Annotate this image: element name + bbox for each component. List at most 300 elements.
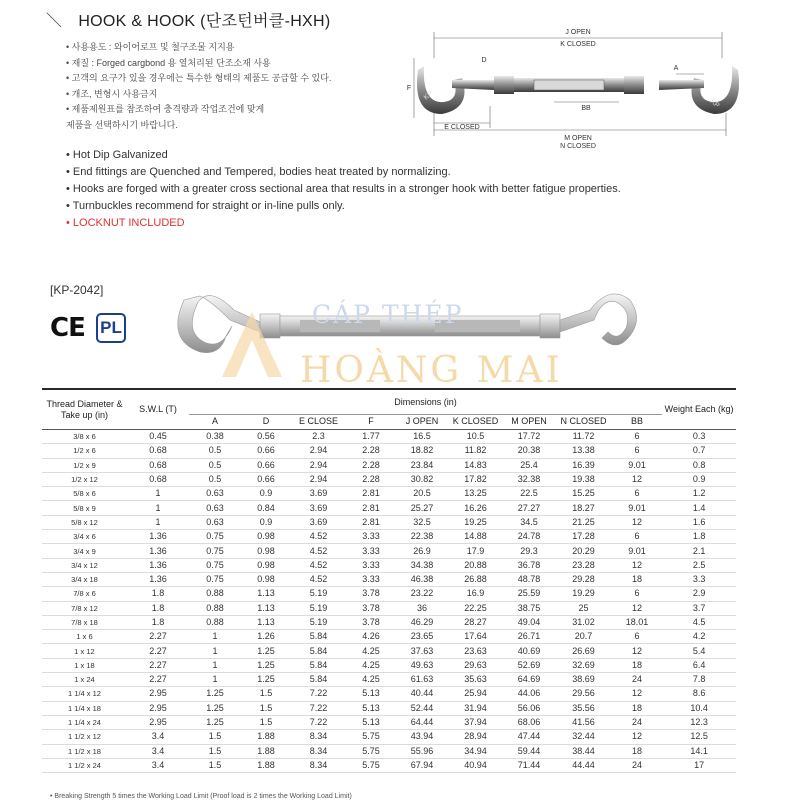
korean-note-item: • 고객의 요구가 있을 경우에는 특수한 형태의 제품도 공급할 수 있다. (66, 71, 331, 87)
cell-d: 0.98 (241, 558, 291, 572)
cell-j-open: 64.44 (396, 715, 448, 729)
cell-j-open: 23.65 (396, 630, 448, 644)
cell-weight: 10.4 (662, 701, 736, 715)
table-row (42, 701, 736, 715)
cell-bb: 6 (612, 530, 662, 544)
pl-mark: PL (96, 313, 126, 343)
cell-f: 5.75 (346, 730, 396, 744)
korean-note-item: • 사용용도 : 와이어로프 및 철구조물 지지용 (66, 40, 331, 56)
cell-e-close: 7.22 (291, 687, 346, 701)
cell-j-open: 16.5 (396, 430, 448, 444)
cell-m-open: 44.06 (503, 687, 555, 701)
cell-swl: 1.8 (127, 587, 189, 601)
cell-bb: 12 (612, 687, 662, 701)
cell-a: 0.5 (189, 444, 241, 458)
watermark-line2: HOÀNG MAI (300, 350, 563, 391)
page-title (46, 8, 331, 31)
cell-swl: 2.95 (127, 715, 189, 729)
header-f: F (346, 415, 396, 430)
cell-swl: 2.27 (127, 644, 189, 658)
cell-f: 3.33 (346, 572, 396, 586)
cell-n-closed: 20.7 (555, 630, 612, 644)
cell-j-open: 61.63 (396, 673, 448, 687)
cell-m-open: 59.44 (503, 744, 555, 758)
korean-note-item: • 재질 : Forged cargbond 용 열처리된 단조소재 사용 (66, 56, 331, 72)
cell-d: 1.26 (241, 630, 291, 644)
cell-k-closed: 17.64 (448, 630, 503, 644)
cell-a: 1.25 (189, 687, 241, 701)
cell-size: 1 1/2 x 12 (42, 730, 127, 744)
cell-a: 0.5 (189, 472, 241, 486)
english-note-item: • Hot Dip Galvanized (66, 147, 621, 164)
cell-bb: 9.01 (612, 458, 662, 472)
cell-weight: 5.4 (662, 644, 736, 658)
cell-swl: 0.68 (127, 472, 189, 486)
header-m-open: M OPEN (503, 415, 555, 430)
cell-k-closed: 13.25 (448, 487, 503, 501)
spec-table (42, 388, 736, 773)
cell-weight: 0.9 (662, 472, 736, 486)
korean-note-item: • 개조, 변형시 사용금지 (66, 87, 331, 103)
cell-n-closed: 29.28 (555, 572, 612, 586)
cell-swl: 0.45 (127, 430, 189, 444)
cell-swl: 2.27 (127, 630, 189, 644)
cell-m-open: 22.5 (503, 487, 555, 501)
cell-a: 0.75 (189, 572, 241, 586)
table-row (42, 758, 736, 772)
cell-n-closed: 26.69 (555, 644, 612, 658)
cell-m-open: 25.4 (503, 458, 555, 472)
cell-j-open: 26.9 (396, 544, 448, 558)
cell-a: 0.75 (189, 558, 241, 572)
cell-size: 1/2 x 9 (42, 458, 127, 472)
cell-bb: 18.01 (612, 615, 662, 629)
cell-m-open: 24.78 (503, 530, 555, 544)
title-text: HOOK & HOOK (단조턴버클-HXH) (78, 13, 331, 30)
cell-weight: 0.8 (662, 458, 736, 472)
cell-swl: 2.95 (127, 701, 189, 715)
cell-k-closed: 35.63 (448, 673, 503, 687)
cell-d: 1.88 (241, 744, 291, 758)
cell-bb: 6 (612, 630, 662, 644)
cell-swl: 1 (127, 501, 189, 515)
cell-weight: 1.2 (662, 487, 736, 501)
watermark-line1: CÁP THÉP (312, 300, 464, 329)
cell-n-closed: 19.29 (555, 587, 612, 601)
table-row (42, 673, 736, 687)
cell-e-close: 5.84 (291, 630, 346, 644)
cell-size: 3/8 x 6 (42, 430, 127, 444)
cell-size: 5/8 x 9 (42, 501, 127, 515)
cell-d: 1.13 (241, 601, 291, 615)
cell-k-closed: 25.94 (448, 687, 503, 701)
cell-e-close: 5.19 (291, 601, 346, 615)
cell-m-open: 49.04 (503, 615, 555, 629)
label-j-open: J OPEN (565, 29, 591, 36)
diagram-hook-right (659, 66, 739, 114)
cell-n-closed: 16.39 (555, 458, 612, 472)
cell-e-close: 8.34 (291, 758, 346, 772)
cell-n-closed: 18.27 (555, 501, 612, 515)
cell-k-closed: 16.26 (448, 501, 503, 515)
cell-f: 5.13 (346, 701, 396, 715)
cell-weight: 12.3 (662, 715, 736, 729)
cell-a: 1.5 (189, 744, 241, 758)
table-row (42, 658, 736, 672)
cell-e-close: 5.84 (291, 673, 346, 687)
footnote: • Breaking Strength 5 times the Working Load Limit (Proof load is 2 times the Working Load Limit) (50, 793, 352, 800)
cell-size: 3/4 x 6 (42, 530, 127, 544)
cell-n-closed: 19.38 (555, 472, 612, 486)
cell-size: 5/8 x 12 (42, 515, 127, 529)
cell-f: 4.25 (346, 673, 396, 687)
cell-bb: 6 (612, 444, 662, 458)
cell-j-open: 18.82 (396, 444, 448, 458)
header-n-closed: N CLOSED (555, 415, 612, 430)
cell-j-open: 25.27 (396, 501, 448, 515)
cell-bb: 6 (612, 587, 662, 601)
ce-mark: CE (50, 313, 85, 343)
cell-f: 2.28 (346, 458, 396, 472)
cell-swl: 1.36 (127, 572, 189, 586)
cell-k-closed: 31.94 (448, 701, 503, 715)
cell-m-open: 71.44 (503, 758, 555, 772)
cell-f: 2.28 (346, 472, 396, 486)
cell-weight: 7.8 (662, 673, 736, 687)
cell-j-open: 52.44 (396, 701, 448, 715)
cell-j-open: 67.94 (396, 758, 448, 772)
cell-weight: 17 (662, 758, 736, 772)
table-row (42, 615, 736, 629)
cell-weight: 2.1 (662, 544, 736, 558)
svg-text:KP: KP (708, 98, 721, 110)
english-note-item: • Hooks are forged with a greater cross sectional area that results in a stronger hook with better fatigue properties. (66, 181, 621, 198)
cell-size: 1 x 6 (42, 630, 127, 644)
cell-k-closed: 37.94 (448, 715, 503, 729)
cell-swl: 1.36 (127, 558, 189, 572)
cell-f: 3.33 (346, 558, 396, 572)
cell-j-open: 36 (396, 601, 448, 615)
table-row (42, 430, 736, 444)
cell-k-closed: 34.94 (448, 744, 503, 758)
cell-j-open: 40.44 (396, 687, 448, 701)
cell-f: 3.78 (346, 615, 396, 629)
table-row (42, 601, 736, 615)
cell-e-close: 5.19 (291, 615, 346, 629)
cell-a: 1 (189, 673, 241, 687)
cell-weight: 1.8 (662, 530, 736, 544)
cell-a: 0.38 (189, 430, 241, 444)
cell-f: 1.77 (346, 430, 396, 444)
title-mark: ＼ (46, 13, 63, 30)
cell-size: 1 1/2 x 24 (42, 758, 127, 772)
cell-size: 7/8 x 18 (42, 615, 127, 629)
cell-weight: 0.7 (662, 444, 736, 458)
cell-n-closed: 32.69 (555, 658, 612, 672)
cell-n-closed: 17.28 (555, 530, 612, 544)
cell-n-closed: 38.69 (555, 673, 612, 687)
cell-a: 0.63 (189, 501, 241, 515)
label-m-open: M OPEN (564, 135, 592, 142)
product-hook-right (560, 294, 637, 345)
cell-a: 0.75 (189, 544, 241, 558)
cell-m-open: 52.69 (503, 658, 555, 672)
cell-bb: 12 (612, 472, 662, 486)
cell-a: 0.88 (189, 587, 241, 601)
cell-bb: 24 (612, 758, 662, 772)
cell-f: 5.75 (346, 758, 396, 772)
cell-weight: 4.2 (662, 630, 736, 644)
cell-a: 1 (189, 630, 241, 644)
cell-f: 3.33 (346, 544, 396, 558)
cell-swl: 1 (127, 515, 189, 529)
cell-bb: 12 (612, 515, 662, 529)
cell-swl: 1.36 (127, 544, 189, 558)
table-row (42, 515, 736, 529)
cell-swl: 1.36 (127, 530, 189, 544)
cell-k-closed: 11.82 (448, 444, 503, 458)
cell-m-open: 64.69 (503, 673, 555, 687)
cell-k-closed: 20.88 (448, 558, 503, 572)
cell-f: 2.81 (346, 501, 396, 515)
cell-a: 0.63 (189, 487, 241, 501)
cell-f: 5.75 (346, 744, 396, 758)
cell-e-close: 4.52 (291, 544, 346, 558)
cell-d: 0.66 (241, 458, 291, 472)
table-row (42, 530, 736, 544)
cell-size: 3/4 x 12 (42, 558, 127, 572)
table-row (42, 572, 736, 586)
product-hook-left (178, 296, 260, 353)
cell-bb: 12 (612, 558, 662, 572)
cell-weight: 1.6 (662, 515, 736, 529)
cell-n-closed: 15.25 (555, 487, 612, 501)
cell-f: 2.81 (346, 515, 396, 529)
cell-m-open: 36.78 (503, 558, 555, 572)
cell-size: 3/4 x 18 (42, 572, 127, 586)
cell-d: 1.25 (241, 644, 291, 658)
cell-d: 0.98 (241, 572, 291, 586)
label-e-closed: E CLOSED (444, 124, 480, 131)
cell-size: 3/4 x 9 (42, 544, 127, 558)
cell-n-closed: 31.02 (555, 615, 612, 629)
cell-size: 1 1/2 x 18 (42, 744, 127, 758)
cell-n-closed: 23.28 (555, 558, 612, 572)
cell-e-close: 7.22 (291, 715, 346, 729)
cell-m-open: 26.71 (503, 630, 555, 644)
cell-k-closed: 19.25 (448, 515, 503, 529)
cell-a: 1.5 (189, 730, 241, 744)
cell-bb: 18 (612, 701, 662, 715)
cell-swl: 3.4 (127, 744, 189, 758)
cell-j-open: 23.22 (396, 587, 448, 601)
label-d: D (481, 57, 487, 64)
cell-d: 0.84 (241, 501, 291, 515)
cell-k-closed: 17.9 (448, 544, 503, 558)
cell-size: 1 x 18 (42, 658, 127, 672)
cell-k-closed: 14.88 (448, 530, 503, 544)
svg-text:KP: KP (422, 90, 435, 102)
cell-e-close: 3.69 (291, 501, 346, 515)
cell-d: 0.98 (241, 544, 291, 558)
cell-e-close: 2.94 (291, 472, 346, 486)
cell-j-open: 55.96 (396, 744, 448, 758)
label-n-closed: N CLOSED (560, 143, 596, 150)
cell-swl: 0.68 (127, 458, 189, 472)
cell-k-closed: 22.25 (448, 601, 503, 615)
cell-n-closed: 35.56 (555, 701, 612, 715)
cell-weight: 2.9 (662, 587, 736, 601)
cell-d: 1.25 (241, 673, 291, 687)
cell-j-open: 46.29 (396, 615, 448, 629)
cell-a: 0.5 (189, 458, 241, 472)
cell-weight: 6.4 (662, 658, 736, 672)
header-thread: Thread Diameter & Take up (in) (42, 389, 127, 430)
header-weight: Weight Each (kg) (662, 389, 736, 430)
header-e-close: E CLOSE (291, 415, 346, 430)
cell-k-closed: 29.63 (448, 658, 503, 672)
table-row (42, 444, 736, 458)
cell-k-closed: 17.82 (448, 472, 503, 486)
table-row (42, 472, 736, 486)
cell-m-open: 40.69 (503, 644, 555, 658)
cell-n-closed: 44.44 (555, 758, 612, 772)
table-row (42, 644, 736, 658)
header-swl: S.W.L (T) (127, 389, 189, 430)
cell-d: 0.9 (241, 515, 291, 529)
cell-n-closed: 41.56 (555, 715, 612, 729)
cell-f: 2.28 (346, 444, 396, 458)
cell-k-closed: 28.94 (448, 730, 503, 744)
cell-d: 0.98 (241, 530, 291, 544)
cell-d: 1.5 (241, 687, 291, 701)
cell-swl: 3.4 (127, 730, 189, 744)
cell-weight: 4.5 (662, 615, 736, 629)
cell-j-open: 32.5 (396, 515, 448, 529)
cell-k-closed: 23.63 (448, 644, 503, 658)
table-row (42, 587, 736, 601)
cell-weight: 0.3 (662, 430, 736, 444)
cell-j-open: 49.63 (396, 658, 448, 672)
cell-e-close: 4.52 (291, 572, 346, 586)
cell-a: 0.75 (189, 530, 241, 544)
korean-note-item: 제품을 선택하시기 바랍니다. (66, 119, 178, 130)
table-row (42, 687, 736, 701)
cell-f: 4.25 (346, 658, 396, 672)
cell-n-closed: 29.56 (555, 687, 612, 701)
cell-e-close: 2.94 (291, 458, 346, 472)
cell-bb: 18 (612, 744, 662, 758)
cell-bb: 18 (612, 572, 662, 586)
cell-e-close: 5.84 (291, 644, 346, 658)
cell-d: 1.88 (241, 758, 291, 772)
cell-weight: 12.5 (662, 730, 736, 744)
cell-e-close: 4.52 (291, 558, 346, 572)
cell-swl: 3.4 (127, 758, 189, 772)
cell-f: 4.25 (346, 644, 396, 658)
header-bb: BB (612, 415, 662, 430)
cell-a: 1 (189, 658, 241, 672)
cell-swl: 1.8 (127, 601, 189, 615)
cell-size: 5/8 x 6 (42, 487, 127, 501)
cell-size: 1/2 x 6 (42, 444, 127, 458)
table-row (42, 544, 736, 558)
header-k-closed: K CLOSED (448, 415, 503, 430)
label-a: A (673, 65, 679, 72)
cell-a: 0.88 (189, 601, 241, 615)
cell-f: 3.33 (346, 530, 396, 544)
cell-j-open: 34.38 (396, 558, 448, 572)
cell-d: 1.13 (241, 615, 291, 629)
cell-swl: 1.8 (127, 615, 189, 629)
table-row (42, 730, 736, 744)
cell-a: 0.63 (189, 515, 241, 529)
cell-swl: 0.68 (127, 444, 189, 458)
cell-swl: 1 (127, 487, 189, 501)
cell-k-closed: 40.94 (448, 758, 503, 772)
cell-n-closed: 11.72 (555, 430, 612, 444)
cell-weight: 3.7 (662, 601, 736, 615)
cell-size: 1 1/4 x 12 (42, 687, 127, 701)
cell-j-open: 37.63 (396, 644, 448, 658)
cell-weight: 2.5 (662, 558, 736, 572)
cell-n-closed: 21.25 (555, 515, 612, 529)
cell-a: 0.88 (189, 615, 241, 629)
cell-d: 1.88 (241, 730, 291, 744)
cell-m-open: 25.59 (503, 587, 555, 601)
spec-table-body (42, 430, 736, 773)
cell-a: 1 (189, 644, 241, 658)
cell-size: 7/8 x 12 (42, 601, 127, 615)
table-row (42, 458, 736, 472)
table-row (42, 715, 736, 729)
cell-f: 3.78 (346, 601, 396, 615)
cell-e-close: 2.94 (291, 444, 346, 458)
label-f: F (406, 85, 412, 92)
cell-e-close: 8.34 (291, 744, 346, 758)
cell-m-open: 17.72 (503, 430, 555, 444)
cell-bb: 24 (612, 715, 662, 729)
cell-j-open: 20.5 (396, 487, 448, 501)
cell-m-open: 32.38 (503, 472, 555, 486)
table-row (42, 487, 736, 501)
cell-m-open: 29.3 (503, 544, 555, 558)
header-a: A (189, 415, 241, 430)
cell-d: 1.13 (241, 587, 291, 601)
diagram-body (494, 76, 644, 94)
cell-d: 1.5 (241, 701, 291, 715)
cell-m-open: 47.44 (503, 730, 555, 744)
cell-weight: 8.6 (662, 687, 736, 701)
locknut-note: • LOCKNUT INCLUDED (66, 215, 621, 232)
cell-size: 7/8 x 6 (42, 587, 127, 601)
cell-e-close: 3.69 (291, 515, 346, 529)
label-k-closed: K CLOSED (560, 41, 596, 48)
cell-k-closed: 16.9 (448, 587, 503, 601)
cell-e-close: 5.84 (291, 658, 346, 672)
cell-k-closed: 28.27 (448, 615, 503, 629)
cell-j-open: 43.94 (396, 730, 448, 744)
cell-bb: 9.01 (612, 544, 662, 558)
cell-size: 1 x 12 (42, 644, 127, 658)
cell-d: 0.66 (241, 444, 291, 458)
cell-size: 1 1/4 x 24 (42, 715, 127, 729)
cell-n-closed: 25 (555, 601, 612, 615)
cell-swl: 2.95 (127, 687, 189, 701)
cell-m-open: 20.38 (503, 444, 555, 458)
header-d: D (241, 415, 291, 430)
cell-swl: 2.27 (127, 658, 189, 672)
